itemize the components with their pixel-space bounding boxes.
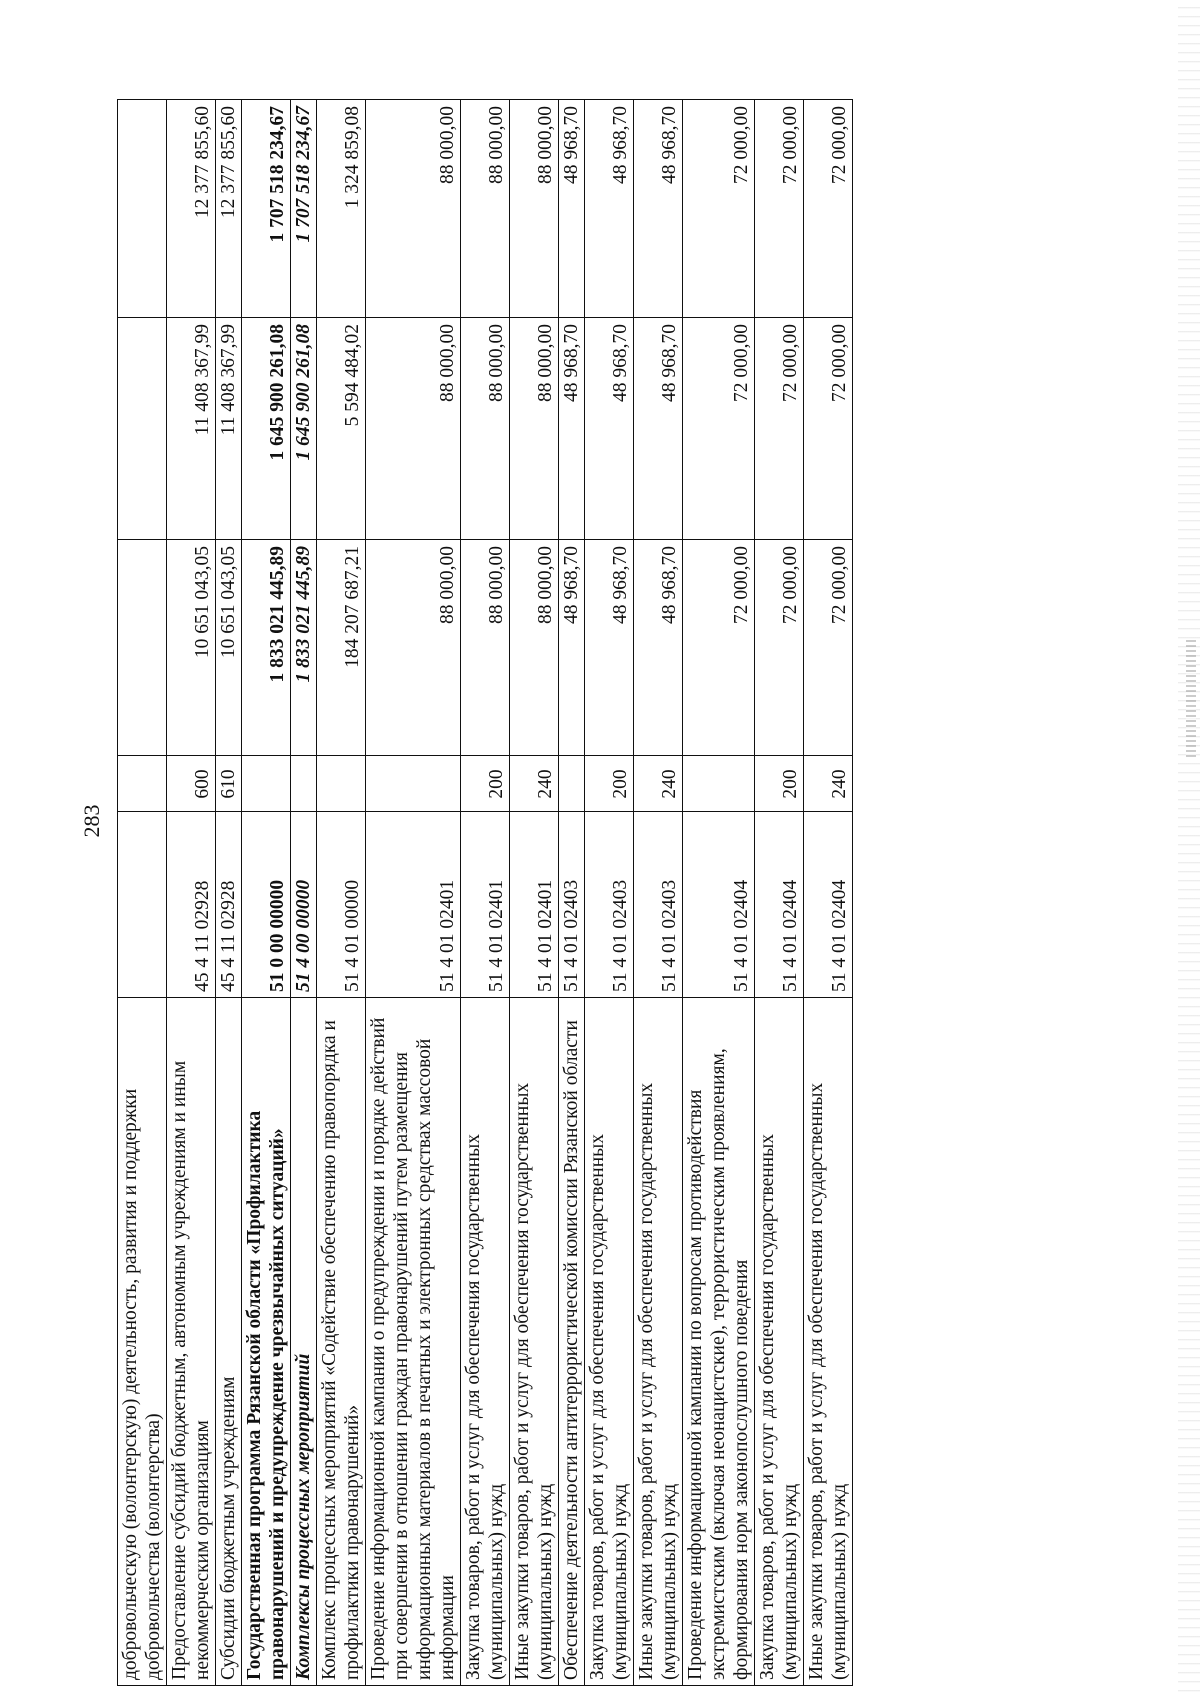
row-code-cell: 45 4 11 02928 bbox=[216, 812, 242, 998]
table-row bbox=[559, 100, 585, 1686]
row-value-2026-cell: 12 377 855,60 bbox=[216, 100, 242, 318]
row-value-2026-cell bbox=[118, 100, 167, 318]
budget-table-container bbox=[117, 100, 1072, 1686]
row-code-cell: 51 4 01 02403 bbox=[634, 812, 683, 998]
row-value-2026-cell: 48 968,70 bbox=[634, 100, 683, 318]
row-type-cell: 200 bbox=[461, 756, 510, 812]
row-value-2025-cell: 88 000,00 bbox=[461, 318, 510, 540]
row-value-2025-cell bbox=[118, 318, 167, 540]
row-value-2026-cell: 88 000,00 bbox=[461, 100, 510, 318]
row-value-2024-cell: 48 968,70 bbox=[559, 540, 585, 756]
row-type-cell: 240 bbox=[634, 756, 683, 812]
row-value-2026-cell: 72 000,00 bbox=[683, 100, 755, 318]
row-value-2024-cell bbox=[118, 540, 167, 756]
row-code-cell: 51 4 01 02404 bbox=[804, 812, 853, 998]
row-name-cell: Закупка товаров, работ и услуг для обеспечения государственных (муниципальных) нужд bbox=[585, 998, 634, 1686]
row-value-2026-cell: 1 707 518 234,67 bbox=[242, 100, 291, 318]
row-value-2024-cell: 72 000,00 bbox=[683, 540, 755, 756]
row-value-2025-cell: 72 000,00 bbox=[755, 318, 804, 540]
row-type-cell bbox=[118, 756, 167, 812]
row-type-cell bbox=[559, 756, 585, 812]
row-value-2025-cell: 88 000,00 bbox=[510, 318, 559, 540]
row-type-cell bbox=[242, 756, 291, 812]
row-name-cell: Закупка товаров, работ и услуг для обеспечения государственных (муниципальных) нужд bbox=[755, 998, 804, 1686]
row-code-cell: 51 4 01 02404 bbox=[683, 812, 755, 998]
row-name-cell: добровольческую (волонтерскую) деятельность, развития и поддержки добровольчества (волонтерства) bbox=[118, 998, 167, 1686]
row-code-cell: 51 4 01 02403 bbox=[585, 812, 634, 998]
row-value-2024-cell: 10 651 043,05 bbox=[167, 540, 216, 756]
row-value-2025-cell: 72 000,00 bbox=[683, 318, 755, 540]
row-value-2024-cell: 48 968,70 bbox=[634, 540, 683, 756]
row-code-cell: 51 0 00 00000 bbox=[242, 812, 291, 998]
row-name-cell: Комплексы процессных мероприятий bbox=[291, 998, 317, 1686]
row-value-2025-cell: 11 408 367,99 bbox=[167, 318, 216, 540]
row-value-2025-cell: 48 968,70 bbox=[559, 318, 585, 540]
row-type-cell: 200 bbox=[585, 756, 634, 812]
row-name-cell: Комплекс процессных мероприятий «Содействие обеспечению правопорядка и профилактики правонарушений» bbox=[317, 998, 366, 1686]
table-row bbox=[585, 100, 634, 1686]
table-row bbox=[118, 100, 167, 1686]
row-type-cell: 610 bbox=[216, 756, 242, 812]
row-code-cell: 51 4 01 02403 bbox=[559, 812, 585, 998]
row-type-cell: 600 bbox=[167, 756, 216, 812]
table-row bbox=[755, 100, 804, 1686]
row-value-2026-cell: 1 324 859,08 bbox=[317, 100, 366, 318]
budget-table-body bbox=[118, 100, 853, 1686]
row-value-2024-cell: 1 833 021 445,89 bbox=[291, 540, 317, 756]
row-type-cell: 240 bbox=[510, 756, 559, 812]
row-value-2026-cell: 88 000,00 bbox=[510, 100, 559, 318]
row-type-cell bbox=[683, 756, 755, 812]
row-type-cell bbox=[366, 756, 461, 812]
row-value-2024-cell: 48 968,70 bbox=[585, 540, 634, 756]
row-value-2026-cell: 72 000,00 bbox=[755, 100, 804, 318]
row-value-2025-cell: 1 645 900 261,08 bbox=[242, 318, 291, 540]
row-name-cell: Государственная программа Рязанской области «Профилактика правонарушений и предупреждение чрезвычайных ситуаций» bbox=[242, 998, 291, 1686]
row-value-2024-cell: 10 651 043,05 bbox=[216, 540, 242, 756]
row-name-cell: Иные закупки товаров, работ и услуг для обеспечения государственных (муниципальных) нужд bbox=[804, 998, 853, 1686]
table-row bbox=[804, 100, 853, 1686]
row-code-cell: 45 4 11 02928 bbox=[167, 812, 216, 998]
row-value-2025-cell: 48 968,70 bbox=[634, 318, 683, 540]
row-value-2024-cell: 72 000,00 bbox=[804, 540, 853, 756]
row-name-cell: Иные закупки товаров, работ и услуг для обеспечения государственных (муниципальных) нужд bbox=[634, 998, 683, 1686]
row-type-cell bbox=[317, 756, 366, 812]
table-row bbox=[366, 100, 461, 1686]
budget-table bbox=[117, 99, 853, 1686]
page-number: 283 bbox=[79, 804, 104, 838]
row-value-2024-cell: 184 207 687,21 bbox=[317, 540, 366, 756]
row-code-cell bbox=[118, 812, 167, 998]
table-row bbox=[216, 100, 242, 1686]
row-value-2025-cell: 72 000,00 bbox=[804, 318, 853, 540]
row-name-cell: Обеспечение деятельности антитеррористической комиссии Рязанской области bbox=[559, 998, 585, 1686]
scan-mark bbox=[1186, 640, 1196, 760]
row-type-cell: 200 bbox=[755, 756, 804, 812]
row-value-2025-cell: 1 645 900 261,08 bbox=[291, 318, 317, 540]
row-code-cell: 51 4 01 02404 bbox=[755, 812, 804, 998]
row-value-2026-cell: 72 000,00 bbox=[804, 100, 853, 318]
row-value-2024-cell: 88 000,00 bbox=[461, 540, 510, 756]
row-value-2026-cell: 48 968,70 bbox=[559, 100, 585, 318]
row-value-2025-cell: 5 594 484,02 bbox=[317, 318, 366, 540]
row-value-2025-cell: 88 000,00 bbox=[366, 318, 461, 540]
table-row bbox=[291, 100, 317, 1686]
row-code-cell: 51 4 01 00000 bbox=[317, 812, 366, 998]
row-value-2026-cell: 12 377 855,60 bbox=[167, 100, 216, 318]
row-name-cell: Проведение информационной кампании по вопросам противодействия экстремистским (включая неонацистские), террористическим проявлениям, формирования норм законопослушного поведения bbox=[683, 998, 755, 1686]
table-row bbox=[634, 100, 683, 1686]
scan-edge-noise bbox=[1178, 0, 1200, 1695]
table-row bbox=[683, 100, 755, 1686]
row-type-cell bbox=[291, 756, 317, 812]
row-value-2024-cell: 1 833 021 445,89 bbox=[242, 540, 291, 756]
row-value-2024-cell: 88 000,00 bbox=[510, 540, 559, 756]
row-name-cell: Закупка товаров, работ и услуг для обеспечения государственных (муниципальных) нужд bbox=[461, 998, 510, 1686]
row-code-cell: 51 4 01 02401 bbox=[510, 812, 559, 998]
row-code-cell: 51 4 00 00000 bbox=[291, 812, 317, 998]
row-code-cell: 51 4 01 02401 bbox=[366, 812, 461, 998]
row-value-2025-cell: 11 408 367,99 bbox=[216, 318, 242, 540]
row-name-cell: Иные закупки товаров, работ и услуг для обеспечения государственных (муниципальных) нужд bbox=[510, 998, 559, 1686]
row-code-cell: 51 4 01 02401 bbox=[461, 812, 510, 998]
row-value-2026-cell: 1 707 518 234,67 bbox=[291, 100, 317, 318]
row-value-2024-cell: 72 000,00 bbox=[755, 540, 804, 756]
row-name-cell: Предоставление субсидий бюджетным, автономным учреждениям и иным некоммерческим организациям bbox=[167, 998, 216, 1686]
row-value-2025-cell: 48 968,70 bbox=[585, 318, 634, 540]
row-name-cell: Проведение информационной кампании о предупреждении и порядке действий при совершении в отношении граждан правонарушений путем размещения информационных материалов в печатных и электронных средствах массовой информации bbox=[366, 998, 461, 1686]
table-row bbox=[167, 100, 216, 1686]
table-row bbox=[317, 100, 366, 1686]
row-name-cell: Субсидии бюджетным учреждениям bbox=[216, 998, 242, 1686]
row-value-2026-cell: 88 000,00 bbox=[366, 100, 461, 318]
row-value-2026-cell: 48 968,70 bbox=[585, 100, 634, 318]
row-type-cell: 240 bbox=[804, 756, 853, 812]
table-row bbox=[242, 100, 291, 1686]
row-value-2024-cell: 88 000,00 bbox=[366, 540, 461, 756]
table-row bbox=[461, 100, 510, 1686]
table-row bbox=[510, 100, 559, 1686]
